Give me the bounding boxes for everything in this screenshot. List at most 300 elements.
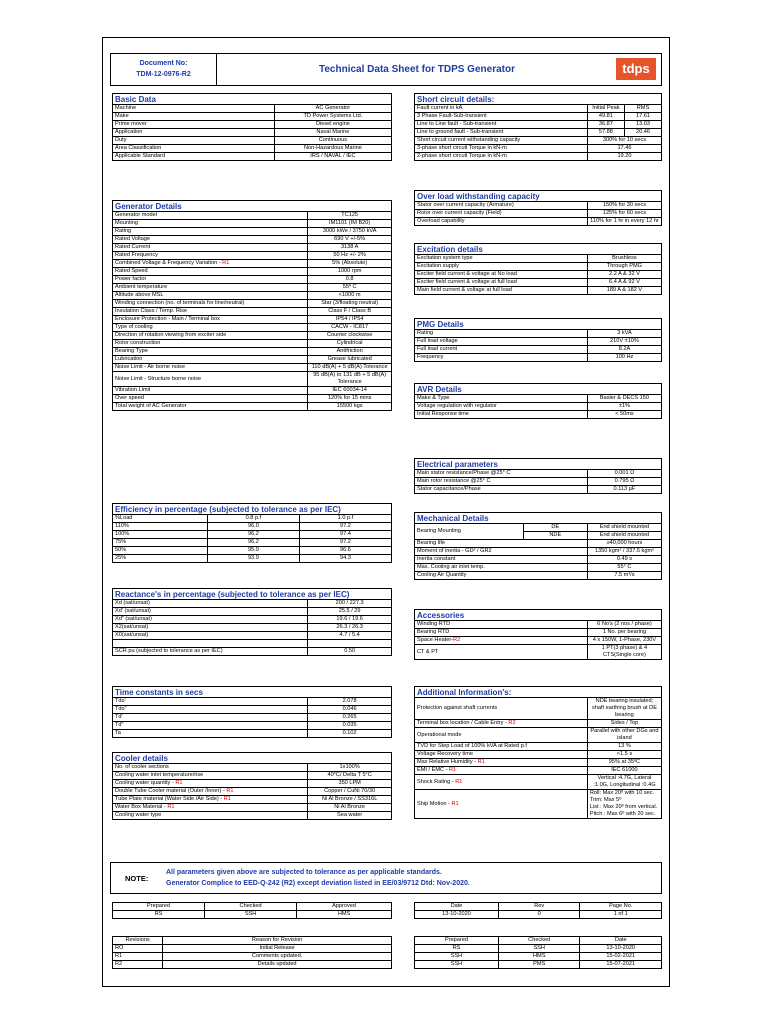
section-title: AVR Details	[414, 383, 662, 394]
table-cell: TC125	[308, 212, 392, 220]
table-row	[113, 372, 392, 387]
table-cell: Fault current in kA	[415, 105, 588, 113]
table-cell: 300% for 10 secs	[587, 137, 661, 145]
table-row	[113, 624, 392, 632]
table-row	[113, 308, 392, 316]
table-row	[415, 478, 662, 486]
revision-mark: R1	[223, 796, 231, 802]
table-row	[415, 790, 662, 819]
table-cell: Ni Al Bronze	[308, 804, 392, 812]
table-cell: 97.2	[299, 523, 391, 531]
table-cell: 15-02-2021	[580, 953, 662, 961]
table-cell: Prepared	[415, 937, 499, 945]
table-cell: Applicable Standard	[113, 153, 275, 161]
table-row	[113, 268, 392, 276]
table-cell: Application	[113, 129, 275, 137]
electrical-parameters-section	[414, 458, 662, 494]
table-cell: 26.3 / 26.3	[308, 624, 392, 632]
section-title: Time constants in secs	[112, 686, 392, 697]
table-cell: Exciter field current & voltage at No load	[415, 271, 588, 279]
table-cell: Initial Peak	[587, 105, 624, 113]
pmg-section	[414, 318, 662, 362]
table-cell: RMS	[624, 105, 661, 113]
table-cell: Main field current & voltage at full load	[415, 287, 588, 295]
efficiency-section	[112, 503, 392, 563]
table-row	[113, 531, 392, 539]
table-cell: 0.49 s	[587, 556, 661, 564]
table-cell: Rev	[498, 903, 580, 911]
table-cell: 19.6 / 19.6	[308, 616, 392, 624]
table-cell: SSH	[205, 911, 297, 919]
table-cell: PMS	[498, 961, 580, 969]
table-cell	[308, 640, 392, 648]
table-cell: Short circuit current withstanding capacity	[415, 137, 588, 145]
table-cell: Checked	[498, 937, 580, 945]
table-row	[415, 629, 662, 637]
table-cell: 97.4	[299, 531, 391, 539]
table-cell: 97.2	[299, 539, 391, 547]
date-rev-table	[414, 902, 662, 919]
table-row	[415, 121, 662, 129]
table-cell: 1 No. per bearing	[587, 629, 661, 637]
table-cell: SSH	[415, 961, 499, 969]
table-cell: NDE	[523, 532, 587, 540]
table-cell: RO	[113, 945, 163, 953]
table-cell: R1	[113, 953, 163, 961]
table-cell: Make & Type	[415, 395, 588, 403]
table-cell: Shock Rating - R1	[415, 775, 588, 790]
revision-mark: R1	[222, 260, 230, 266]
table-cell: Double Tube Cooler material (Outer /Inner) - R1	[113, 788, 308, 796]
table-cell: Line to Line fault - Sub-transient	[415, 121, 588, 129]
table-cell: Prepared	[113, 903, 205, 911]
table-row	[113, 348, 392, 356]
table-cell: SSH	[415, 953, 499, 961]
table-cell: IEC 61000	[587, 767, 661, 775]
section-title: Reactance's in percentage (subjected to tolerance as per IEC)	[112, 588, 392, 599]
table-cell: 1x100%	[308, 764, 392, 772]
table-cell: 0.50	[308, 648, 392, 656]
section-title: Over load withstanding capacity	[414, 190, 662, 201]
table-cell: 75%	[113, 539, 208, 547]
table-cell: Rated Current	[113, 244, 308, 252]
table-cell: 0.8 p.f	[207, 515, 299, 523]
table-row	[113, 945, 392, 953]
table-cell: < 50ms	[587, 411, 661, 419]
table-row	[415, 548, 662, 556]
table-cell: 0.113 µF	[587, 486, 661, 494]
table-row	[113, 937, 392, 945]
table-row	[415, 113, 662, 121]
table-cell: Class F / Class B	[308, 308, 392, 316]
table-row	[113, 260, 392, 268]
table-cell: HMS	[498, 953, 580, 961]
table-cell: Antifriction	[308, 348, 392, 356]
table-cell: Counter clockwise	[308, 332, 392, 340]
table-cell: Bearing Type	[113, 348, 308, 356]
table-row	[113, 812, 392, 820]
tdps-logo: tdps	[616, 58, 656, 80]
ship-motion-line: Roll: Max 20º with 10 sec. Trim: Max 5º	[589, 790, 655, 803]
section-title: Basic Data	[112, 93, 392, 104]
table-cell: 0.035	[308, 722, 392, 730]
table-row	[415, 395, 662, 403]
document-header	[110, 53, 662, 86]
table-row	[113, 316, 392, 324]
table-cell: 3000 kWe / 3750 kVA	[308, 228, 392, 236]
table-row	[113, 105, 392, 113]
table-cell: IP54 / IP54	[308, 316, 392, 324]
table-row	[415, 759, 662, 767]
table-cell: CT & PT	[415, 645, 588, 660]
table-cell: Main stator resistance/Phase @25° C	[415, 470, 588, 478]
table-cell: Sides / Top	[587, 720, 661, 728]
table-cell: Stator over current capacity (Armature)	[415, 202, 588, 210]
table-cell: Duty	[113, 137, 275, 145]
table-row	[113, 780, 392, 788]
table-cell: Details updated	[163, 961, 392, 969]
signoff-table	[112, 902, 392, 919]
revision-mark: R1	[226, 788, 234, 794]
reactance-section	[112, 588, 392, 656]
table-row	[113, 698, 392, 706]
table-row	[113, 276, 392, 284]
table-cell: Cooling water inlet temperature/rise	[113, 772, 308, 780]
table-cell: Operational mode	[415, 728, 588, 743]
table-row	[113, 300, 392, 308]
table-row	[415, 105, 662, 113]
table-cell: X0(sat/unsat)	[113, 632, 308, 640]
table-cell: 95 dB(A) to 131 dB + 5 dB(A) Tolerance	[308, 372, 392, 387]
table-row	[415, 743, 662, 751]
table-cell: Cylindrical	[308, 340, 392, 348]
table-cell: Revisions	[113, 937, 163, 945]
table-cell: Inertia constant	[415, 556, 588, 564]
table-cell: EMI / EMC - R1	[415, 767, 588, 775]
table-cell: Cooling Air Quantity	[415, 572, 588, 580]
section-title: Efficiency in percentage (subjected to tolerance as per IEC)	[112, 503, 392, 514]
table-row	[113, 324, 392, 332]
table-cell: Overload capability	[415, 218, 588, 226]
table-cell: 0.265	[308, 714, 392, 722]
short-circuit-section	[414, 93, 662, 161]
table-cell: Total weight of AC Generator	[113, 403, 308, 411]
table-cell: Altitude above MSL	[113, 292, 308, 300]
table-cell: Basler & DECS 150	[587, 395, 661, 403]
table-row	[113, 515, 392, 523]
table-cell: Insulation Class / Temp. Rise	[113, 308, 308, 316]
mechanical-details-section	[414, 512, 662, 580]
table-cell: 50%	[113, 547, 208, 555]
table-row	[415, 403, 662, 411]
table-row	[113, 403, 392, 411]
table-cell: Space Heater-R2	[415, 637, 588, 645]
table-cell: 1000 rpm	[308, 268, 392, 276]
table-cell: Over speed	[113, 395, 308, 403]
table-row	[415, 524, 662, 532]
table-cell: Ni Al Bronze / SS316L	[308, 796, 392, 804]
table-row	[113, 714, 392, 722]
table-cell: Grease lubricated	[308, 356, 392, 364]
table-row	[113, 220, 392, 228]
table-cell: 57.88	[587, 129, 624, 137]
table-cell: 3 Phase Fault-Sub-transient	[415, 113, 588, 121]
table-cell: 50 Hz +/- 2%	[308, 252, 392, 260]
table-cell: CACW - IC817	[308, 324, 392, 332]
table-cell: Rated Frequency	[113, 252, 308, 260]
table-cell: 120% for 15 mins	[308, 395, 392, 403]
revision-mark: R1	[449, 767, 457, 773]
table-row	[415, 346, 662, 354]
table-row	[113, 903, 392, 911]
table-row	[113, 953, 392, 961]
table-cell: Mounting	[113, 220, 308, 228]
table-cell: 49.81	[587, 113, 624, 121]
section-title: Cooler details	[112, 752, 392, 763]
table-row	[415, 698, 662, 720]
table-cell: 6.4 A & 92 V	[587, 279, 661, 287]
table-cell: Terminal box location / Cable Entry - R2	[415, 720, 588, 728]
table-row	[415, 540, 662, 548]
table-row	[415, 271, 662, 279]
table-cell: Cooling water quantity - R1	[113, 780, 308, 788]
revisions-table	[112, 936, 392, 969]
generator-details-section	[112, 200, 392, 411]
table-row	[113, 648, 392, 656]
table-row	[415, 145, 662, 153]
revision-mark: R1	[477, 759, 485, 765]
table-cell: Lubrication	[113, 356, 308, 364]
table-cell: 125% for 60 secs	[587, 210, 661, 218]
table-cell: Bearing RTD	[415, 629, 588, 637]
table-cell: Area Classification	[113, 145, 275, 153]
table-row	[113, 539, 392, 547]
table-row	[415, 961, 662, 969]
table-row	[415, 645, 662, 660]
table-cell: 55° C	[587, 564, 661, 572]
table-cell: Page No.	[580, 903, 662, 911]
table-cell	[587, 790, 661, 819]
table-row	[415, 572, 662, 580]
table-cell: 25.5 / 29	[308, 608, 392, 616]
table-cell: IM1101 (IM B20)	[308, 220, 392, 228]
revision-mark: R2	[453, 637, 461, 643]
table-cell: Full load voltage	[415, 338, 588, 346]
table-cell: Prime mover	[113, 121, 275, 129]
table-cell: DE	[523, 524, 587, 532]
table-cell: X2(sat/unsat)	[113, 624, 308, 632]
ship-motion-line: Pitch : Max 6º with 20 sec.	[589, 811, 656, 817]
table-cell: RS	[113, 911, 205, 919]
additional-info-section	[414, 686, 662, 819]
table-cell: Vibration Limit	[113, 387, 308, 395]
table-cell: Continuous	[274, 137, 391, 145]
table-cell: 6 No's (2 nos / phase)	[587, 621, 661, 629]
table-row	[113, 244, 392, 252]
table-cell: 19.20	[587, 153, 661, 161]
table-row	[113, 772, 392, 780]
table-cell: 55º C	[308, 284, 392, 292]
table-cell: 110 dB(A) + 5 dB(A) Tolerance	[308, 364, 392, 372]
table-row	[113, 212, 392, 220]
table-cell: Td"	[113, 722, 308, 730]
table-row	[415, 911, 662, 919]
table-cell: NDE bearing insulated; shaft earthing brush at DE bearing	[587, 698, 661, 720]
table-cell: Generator model	[113, 212, 308, 220]
table-cell: 95.9	[207, 547, 299, 555]
table-cell: Enclosure Protection - Main / Terminal box	[113, 316, 308, 324]
table-row	[415, 218, 662, 226]
excitation-section	[414, 243, 662, 295]
table-cell: Rated Speed	[113, 268, 308, 276]
section-title: Generator Details	[112, 200, 392, 211]
document-number-box	[111, 54, 217, 85]
table-cell: Initial Response time	[415, 411, 588, 419]
note-text	[166, 867, 470, 889]
table-row	[113, 236, 392, 244]
table-row	[113, 804, 392, 812]
table-cell: 8.2A	[587, 346, 661, 354]
table-cell: 94.3	[299, 555, 391, 563]
table-row	[113, 608, 392, 616]
table-cell: IRS / NAVAL / IEC	[274, 153, 391, 161]
table-cell: 150% for 30 secs	[587, 202, 661, 210]
table-cell: 93.9	[207, 555, 299, 563]
table-cell: Initial Release	[163, 945, 392, 953]
table-row	[415, 263, 662, 271]
table-cell: Frequency	[415, 354, 588, 362]
table-cell: Star (3/floating neutral)	[308, 300, 392, 308]
table-row	[415, 137, 662, 145]
table-cell: Machine	[113, 105, 275, 113]
table-row	[415, 637, 662, 645]
table-cell: 96.2	[207, 539, 299, 547]
table-cell: Rating	[113, 228, 308, 236]
section-title: Excitation details	[414, 243, 662, 254]
revision-signoff-table	[414, 936, 662, 969]
table-row	[113, 228, 392, 236]
table-cell: Brushless	[587, 255, 661, 263]
table-row	[415, 945, 662, 953]
table-row	[415, 411, 662, 419]
table-row	[415, 330, 662, 338]
table-row	[113, 145, 392, 153]
table-cell: Through PMG	[587, 263, 661, 271]
table-row	[415, 354, 662, 362]
table-cell: Voltage Recovery time	[415, 751, 588, 759]
table-cell: R2	[113, 961, 163, 969]
table-cell: Full load current	[415, 346, 588, 354]
table-cell: 20.46	[624, 129, 661, 137]
table-cell: 4.7 / 5.4	[308, 632, 392, 640]
document-title: Technical Data Sheet for TDPS Generator	[319, 64, 515, 75]
table-cell: 100 Hz	[587, 354, 661, 362]
table-cell: 3-phase short circuit Torque in kN-m	[415, 145, 588, 153]
section-title: Mechanical Details	[414, 512, 662, 523]
table-cell: Approved	[297, 903, 392, 911]
table-cell: Tube Plate material (Water Side /Air Side) - R1	[113, 796, 308, 804]
section-title: Short circuit details:	[414, 93, 662, 104]
table-cell: Xd' (sat/unsat)	[113, 608, 308, 616]
table-cell: 13.03	[624, 121, 661, 129]
table-cell: SCR pu (subjected to tolerance as per IEC)	[113, 648, 308, 656]
table-cell: 200 / 227.3	[308, 600, 392, 608]
table-cell: 0.8	[308, 276, 392, 284]
table-row	[113, 796, 392, 804]
table-cell: 3138 A	[308, 244, 392, 252]
table-cell: Checked	[205, 903, 297, 911]
table-cell: TD Power Systems Ltd.	[274, 113, 391, 121]
table-row	[113, 961, 392, 969]
table-cell: Copper / CuNi 70/30	[308, 788, 392, 796]
table-cell: Water Box Material - R1	[113, 804, 308, 812]
table-cell: Ambient temperature	[113, 284, 308, 292]
table-cell: 3 kVA	[587, 330, 661, 338]
table-cell: 189 A & 182 V	[587, 287, 661, 295]
table-row	[113, 632, 392, 640]
section-title: Electrical parameters	[414, 458, 662, 469]
table-cell: TVD for Step Load of 100% kVA at Rated p.f	[415, 743, 588, 751]
avr-section	[414, 383, 662, 419]
table-cell: 36.87	[587, 121, 624, 129]
table-row	[113, 640, 392, 648]
table-cell: 2-phase short circuit Torque in kN-m	[415, 153, 588, 161]
table-row	[113, 764, 392, 772]
table-row	[113, 153, 392, 161]
table-row	[113, 364, 392, 372]
table-row	[113, 616, 392, 624]
revision-mark: R1	[175, 780, 183, 786]
table-cell: SSH	[498, 945, 580, 953]
table-cell: Reason for Revision	[163, 937, 392, 945]
table-cell: 17.46	[587, 145, 661, 153]
revision-mark: R1	[455, 778, 463, 785]
table-cell: Moment of inertia - GD² / GR2	[415, 548, 588, 556]
table-cell: 15500 kgs	[308, 403, 392, 411]
table-cell: 7.5 m³/s	[587, 572, 661, 580]
table-row	[113, 706, 392, 714]
table-row	[113, 332, 392, 340]
table-cell: 0.046	[308, 706, 392, 714]
table-cell: Date	[580, 937, 662, 945]
table-row	[415, 210, 662, 218]
table-cell: Voltage regulation with regulator	[415, 403, 588, 411]
table-row	[415, 202, 662, 210]
table-cell: <1000 m	[308, 292, 392, 300]
table-row	[415, 564, 662, 572]
table-row	[415, 767, 662, 775]
table-cell: No. of cooler sections	[113, 764, 308, 772]
cooler-details-section	[112, 752, 392, 820]
table-cell: Excitation supply	[415, 263, 588, 271]
table-cell: 96.6	[299, 547, 391, 555]
revision-mark: R2	[508, 720, 516, 726]
table-cell: Power factor	[113, 276, 308, 284]
table-cell: AC Generator	[274, 105, 391, 113]
table-cell: Main rotor resistance @25° C	[415, 478, 588, 486]
table-row	[113, 113, 392, 121]
table-cell: Tdo"	[113, 706, 308, 714]
revision-mark: R1	[451, 800, 459, 807]
table-cell: 0.001 Ω	[587, 470, 661, 478]
note-label: NOTE:	[125, 874, 149, 883]
accessories-section	[414, 609, 662, 660]
table-row	[113, 911, 392, 919]
table-cell: Winding RTD	[415, 621, 588, 629]
table-row	[113, 387, 392, 395]
time-constants-section	[112, 686, 392, 738]
table-cell: Xd (sat/unsat)	[113, 600, 308, 608]
